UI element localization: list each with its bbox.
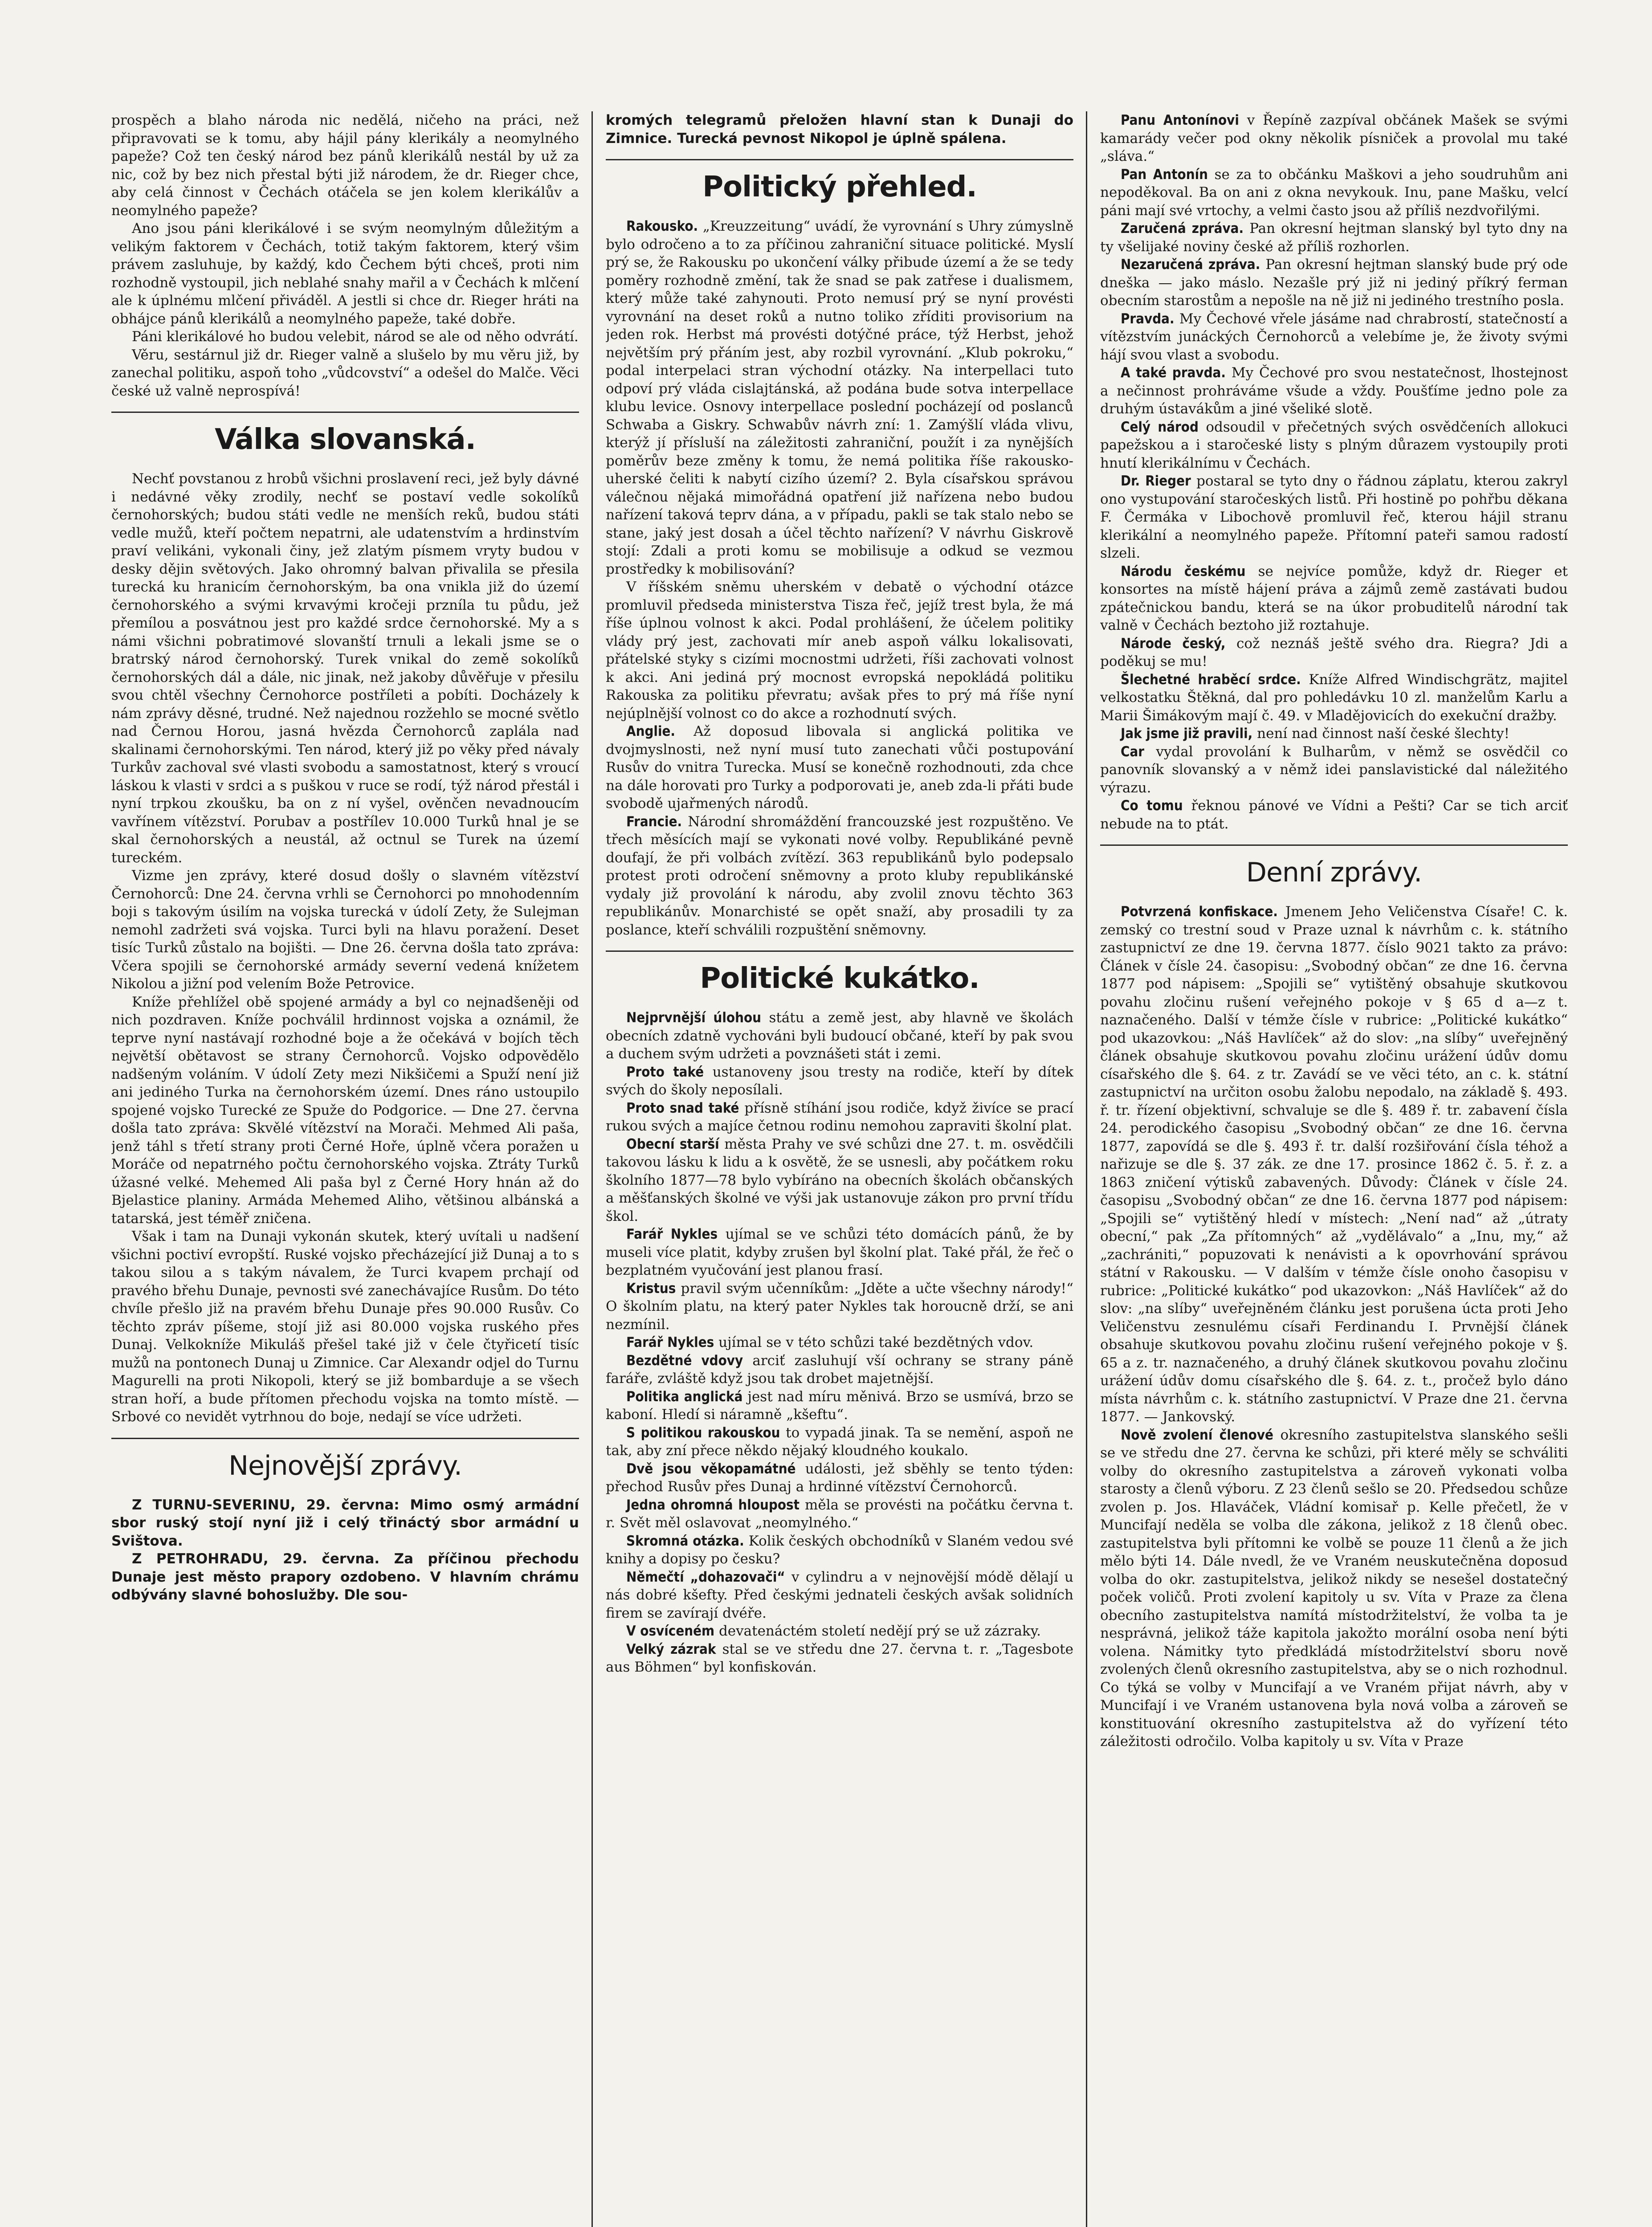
news-item <box>606 1424 1073 1460</box>
item-text: Pan okresní hejtman slanský bude prý ode dneška — jako máslo. Nezašle prý již ni jediný příkrý ferman obecním starostům a nepošle na ně již ni jediného trestního posla. <box>1100 257 1568 309</box>
item-text: ujímal se ve schůzi této domácích pánů, že by museli více platit, kdyby zrušen byl školní plat. Také přál, že řeč o bezplatném vyučování jest planou frasí. <box>606 1226 1073 1278</box>
news-item <box>1100 671 1568 725</box>
article-text: prospěch a blaho národa nic nedělá, ničeho na práci, než připravovati se k tomu, aby hájil pány klerikály a neomylného papeže? Což ten český národ bez pánů klerikálů nestál by už za nic, což by bez nich přestal býti již národem, že dr. Rieger chce, aby celá činnost v Čechách otáčela se jen kolem klerikálův a neomylného papeže? <box>111 112 579 219</box>
item-label: Rakousko. <box>626 218 698 234</box>
column-rule <box>591 111 593 2227</box>
item-label: Jak jsme již pravili, <box>1121 726 1253 742</box>
item-text: není nad činnost naší české šlechty! <box>1252 726 1510 742</box>
item-label: Pravda. <box>1121 310 1175 327</box>
section-divider <box>111 1438 579 1439</box>
item-label: Celý národ <box>1121 419 1199 435</box>
news-item <box>1100 563 1568 635</box>
article-text: Ano jsou páni klerikálové i se svým neomylným důležitým a velikým faktorem v Čechách, totiž takým faktorem, který všim právem zasluhuje, by každý, kdo Čechem býti chceš, proti nim rozhodně vystoupil, jich neblahé snahy mařil a v Čechách k mlčení ale k úplnému mlčení přiváděl. A jestli si chce dr. Rieger hráti na obhájce pánů klerikálů a neomylného papeže, také dobře. <box>111 220 579 327</box>
item-text: Jmenem Jeho Veličenstva Císaře! C. k. zemský co trestní soud v Praze uznal k návrhům c. k. státního zastupnictví ze dne 19. června 1877. číslo 9021 takto za právo: Článek v čísle 24. časopisu: „Svobodný občan“ ze dne 16. června 1877 pod nápisem: „Spojili se“ vytištěný obsahuje skutkovou povahu zločinu rušení veřejného pokoje v § 65 d a—z t. naznačeného. Další v témže čísle v rubrice: „Politické kukátko“ pod ukazovkou: „Náš Havlíček“ až do slov: „na slíby“ uveřejněný článek obsahuje skutkovou povahu zločinu urážení údův domu císařského dle §. 64. z tr. Zavádí se ve věci této, an c. k. státní zastupnictví na určiton osobu žalobu nepodalo, na základě §. 493. ř. tr. řízení objektivní, schvaluje se dle §. 489 ř. tr. zabavení čísla 24. perodického časopisu „Svobodný občan“ ze dne 16. června 1877, zapovídá se dle §. 493 ř. tr. další rozšiřování čísla téhož a nařizuje se dle §. 37 zák. ze dne 17. prosince 1862 č. 5. ř. z. a 1863 zničení výtisků zabavených. Důvody: Článek v čísle 24. časopisu „Svobodný občan“ ze dne 16. června 1877 pod nápisem: „Spojili se“ vytištěný hledí v místech: „Není nad“ až „útraty obecní,“ pak „Za přítomných“ až „vydělávalo“ a „Inu, my,“ až „zachrániti,“ popuzovati k nenávisti a k opovrhování správou státní v Rakousku. — V dalším v témže čísle onoho časopisu v rubrice: „Politické kukátko“ pod ukazovkon: „Náš Havlíček“ až do slov: „na slíby“ uveřejněném článku jest porušena úcta proti Jeho Veličenstvu zesnulému císaři Ferdinandu I. Prvnější článek obsahuje skutkovou povahu zločinu rušení veřejného pokoje v §. 65 a z. tr. naznačeného, a druhý článek skutkovou povahu zločinu urážení údův domu císařského dle §. 64. z. t., pročež bylo dáno místa návrhům c. k. státního zastupnictví. V Praze dne 21. června 1877. — Jankovský. <box>1100 904 1568 1425</box>
item-label: Jedna ohromná hloupost <box>626 1497 799 1513</box>
item-text: Národní shromáždění francouzské jest rozpuštěno. Ve třech měsících mají se vykonati nové volby. Republikáné pevně doufají, že při volbách zvítězí. 363 republikánů bylo podepsalo protest proti odročení sněmovny a proto kluby republikánské vydaly již provolání k národu, aby zvolil znovu těchto 363 republikánův. Monarchisté se opět snaží, aby prosadili ty za poslance, kteří schválili rozpuštění sněmovny. <box>606 813 1073 938</box>
item-text: My Čechové pro svou nestatečnost, lhostejnost a nečinnost prohráváme všude a vždy. Poušťíme jedno pole za druhým ústavákům a jiné všeliké slotě. <box>1100 365 1568 417</box>
item-text: odsoudil v přečetných svých osvědčeních allokuci papežskou a i staročeské listy s plným důrazem vystoupily proti hnutí klerikálnímu v Čechách. <box>1100 419 1568 471</box>
item-text: což neznáš ještě svého dra. Riegra? Jdi a poděkuj se mu! <box>1100 635 1568 669</box>
item-text: v Řepíně zazpíval občánek Mašek se svými kamarády večer pod okny několik písniček a provolal mu také „sláva.“ <box>1100 112 1568 164</box>
item-label: Skromná otázka. <box>626 1533 744 1549</box>
news-item <box>1100 1426 1568 1751</box>
item-text: řeknou pánové ve Vídni a Pešti? Car se tich arciť nebude na to ptát. <box>1100 798 1568 832</box>
news-item <box>1100 725 1568 743</box>
news-item <box>606 1280 1073 1334</box>
news-item <box>1100 111 1568 166</box>
item-label: Potvrzená konfiskace. <box>1121 904 1278 920</box>
news-item <box>606 1460 1073 1496</box>
item-label: Bezdětné vdovy <box>626 1352 743 1369</box>
item-label: Šlechetné hraběcí srdce. <box>1121 671 1301 688</box>
item-label: Národu českému <box>1121 563 1246 579</box>
article-text: Vizme jen zprávy, které dosud došly o slavném vítězství Černohorců: Dne 24. června vrhli se Černohorci po mnohodenním boji s takovým úsilím na vojska turecká v údolí Zety, že Sulejman nemohl zadržeti svá vojska. Turci byli na hlavu poražení. Deset tisíc Turků zůstalo na bojišti. — Dne 26. června došla tato zpráva: Včera spojili se černohorské armády severní vedená knížetem Nikolou a jižní pod velením Bože Petrovice. <box>111 868 579 992</box>
item-label: Proto snad také <box>626 1100 739 1116</box>
news-item <box>1100 472 1568 563</box>
section-heading: Denní zprávy. <box>1246 857 1422 888</box>
item-text: ujímal se v této schůzi také bezdětných vdov. <box>714 1334 1034 1350</box>
item-text: Kníže Alfred Windischgrätz, majitel velkostatku Štěkná, dal pro pohledávku 10 zl. manželům Karlu a Marii Šimákovým mají č. 49. v Mladějovicích do exekuční dražby. <box>1100 671 1568 724</box>
item-text: stal se ve středu dne 27. června t. r. „Tagesbote aus Böhmen“ byl konfiskován. <box>606 1641 1073 1675</box>
item-label: Pan Antonín <box>1121 166 1208 183</box>
item-label: Farář Nykles <box>626 1226 718 1242</box>
news-item <box>606 813 1073 939</box>
item-label: Francie. <box>626 813 682 830</box>
item-text: události, jež sběhly se tento týden: přechod Rusův přes Dunaj a hrdinné vítězství Černohorců. <box>606 1460 1073 1495</box>
section-heading: Nejnovější zprávy. <box>228 1450 462 1481</box>
column-3 <box>1100 111 1568 2227</box>
telegram-item: Z TURNU-SEVERINU, 29. června: Mimo osmý armádní sbor ruský stojí nyní již i celý třináctý sbor armádní u Svištova. <box>111 1497 579 1549</box>
item-text: se za to občánku Maškovi a jeho soudruhům ani nepoděkoval. Ba on ani z okna nevykouk. Inu, pane Mašku, velcí páni mají své vrtochy, a velmi často jsou až příliš nezdvořilými. <box>1100 166 1568 219</box>
column-rule <box>1086 111 1087 2227</box>
column-2 <box>606 111 1073 2227</box>
item-text: Kolik českých obchodníků v Slaném vedou své knihy a dopisy po česku? <box>606 1533 1073 1567</box>
item-label: Co tomu <box>1121 798 1183 814</box>
news-item <box>606 1352 1073 1388</box>
news-item <box>606 1225 1073 1280</box>
item-text: pravil svým učenníkům: „Jděte a učte všechny národy!“ O školním platu, na který pater Nykles tak horoucně drží, se ani nezmínil. <box>606 1280 1073 1333</box>
item-text: vydal provolání k Bulharům, v němž se osvědčil co panovník slovanský a v němž idei panslavistické dal náležitého výrazu. <box>1100 743 1568 796</box>
section-divider <box>1100 844 1568 846</box>
section-divider <box>606 159 1073 160</box>
item-text: v cylindru a v nejnovější módě dělají u nás dobré kšefty. Před českými jednateli českých avšak solidních firem se zavírají dvéře. <box>606 1569 1073 1621</box>
article-text: Nechť povstanou z hrobů všichni proslavení reci, jež byly dávné i nedávné věky zrodily, nechť se postaví vedle sokolíků černohorských; budou státi vedle ne menších reků, budou státi vedle mužů, kteří počtem nepatrni, ale udatenstvím a hrdinstvím praví velikáni, vykonali činy, jež zlatým písmem vryty budou v desky dějin světových. Jako ohromný balvan přivalila se přesila turecká ku hranicím černohorským, ba ona vnikla již do území černohorského a svými krvavými kročeji przníla tu půdu, jež přemílou a posvátnou jest pro každé srdce černohorské. My a s námi všichni pobratimové slovanští trnuli a lekali jsme se o bratrský národ černohorský. Turek vnikal do země sokolíků černohorských dál a dále, nic jinak, než jakoby důvěřuje v přesilu svou chtěl všechny Černohorce postříleti a pobíti. Docházely k nám zprávy děsné, trudné. Než najednou rozžehlo se mocné světlo nad Černou Horou, jasná hvězda Černohorců zaplála nad skalinami černohorskými. Ten národ, který již po věky před návaly Turkův zachoval své vlasti svobodu a samostatnost, který s vroucí láskou k vlasti v srdci a s puškou v ruce se rodí, týž národ přestál i nyní trpkou zkoušku, ba on z ní vyšel, ověnčen nevadnoucím vavřínem vítězství. Porubav a postřílev 10.000 Turků hnal je se skal černohorských a neustál, až octnul se Turek na území tureckém. <box>111 471 579 866</box>
article-text: Však i tam na Dunaji vykonán skutek, který uvítali u nadšení všichni poctiví evropští. Ruské vojsko přecházející již Dunaj a to s takou silou a s takým návalem, že Turci kvapem prchají od pravého břehu Dunaje, pevnosti své zanechávajíce Rusům. Do této chvíle přešlo již na pravém břehu Dunaje přes 90.000 Rusův. Co těchto zpráv píšeme, stojí již asi 80.000 vojska ruského přes Dunaj. Velkokníže Mikuláš přešel také již v čele čtyřicetí tisíc mužů na pontonech Dunaj u Zimnice. Car Alexandr odjel do Turnu Magurelli na proti Nikopoli, který se již bombarduje a se všech stran hoří, a bude přítomen přechodu vojska na tomto místě. — Srbové co nevidět vytrhnou do boje, nedají se více udržeti. <box>111 1228 579 1425</box>
item-label: Nezaručená zpráva. <box>1121 257 1260 273</box>
item-text: devatenáctém století nedějí prý se už zázraky. <box>714 1623 1041 1639</box>
news-item <box>606 217 1073 578</box>
item-label: Proto také <box>626 1064 704 1080</box>
news-item <box>606 1496 1073 1532</box>
news-item <box>606 1640 1073 1676</box>
item-label: Panu Antonínovi <box>1121 112 1239 128</box>
item-label: Obecní starší <box>626 1136 719 1152</box>
section-divider <box>606 950 1073 952</box>
item-label: Politika anglická <box>626 1388 743 1405</box>
news-item <box>1100 310 1568 364</box>
news-item <box>1100 635 1568 671</box>
news-item <box>1100 903 1568 1426</box>
section-heading: Politický přehled. <box>702 171 977 204</box>
item-label: V osvíceném <box>626 1623 715 1639</box>
news-item <box>606 1009 1073 1063</box>
item-label: Nejprvnější úlohou <box>626 1010 761 1026</box>
item-text: ustanoveny jsou tresty na rodiče, kteří by dítek svých do školy neposílali. <box>606 1064 1073 1098</box>
news-item <box>606 1099 1073 1135</box>
news-item <box>606 1532 1073 1568</box>
newspaper-page <box>111 111 1568 2227</box>
section-heading: Válka slovanská. <box>215 423 476 456</box>
section-heading: Politické kukátko. <box>700 962 979 995</box>
item-label: Němečtí „dohazovači“ <box>626 1569 785 1585</box>
item-text: Pan okresní hejtman slanský byl tyto dny na ty všelijaké noviny české až příliš rozhorlen. <box>1100 220 1568 255</box>
news-item <box>1100 418 1568 473</box>
article-text: Páni klerikálové ho budou velebit, národ se ale od něho odvrátí. <box>132 329 579 345</box>
item-label: Zaručená zpráva. <box>1121 220 1244 237</box>
article-text: Věru, sestárnul již dr. Rieger valně a slušelo by mu věru již, by zanechal politiku, aspoň toho „vůdcovství“ a odešel do Malče. Věci české už valně neprospívá! <box>111 347 579 399</box>
article-text: Kníže přehlížel obě spojené armády a byl co nejnadšeněji od nich pozdraven. Kníže pochválil hrdinnost vojska a oznámil, že teprve nyní nastávají rozhodné boje a že očekává v bojích těch největší obětavost se strany Černohorců. Vojsko odpovědělo nadšeným voláním. V údolí Zety mezi Nikšičemi a Spuží není již ani jediného Turka na černohorském území. Dnes ráno ustoupilo spojené vojsko Turecké ze Spuže do Podgorice. — Dne 27. června došla tato zpráva: Skvělé vítězství na Morači. Mehmed Ali paša, jenž táhl s třetí strany proti Černé Hoře, úplně včera poražen u Moráče od nepatrného počtu černohorského vojska. Ztráty Turků úžasné velké. Mehemed Ali paša byl z Černé Hory hnán až do Bjelastice planiny. Armáda Mehemed Aliho, většinou albánská a tatarská, jest téměř zničena. <box>111 994 579 1227</box>
news-item <box>1100 256 1568 310</box>
article-text: V říšském sněmu uherském v debatě o východní otázce promluvil předseda ministerstva Tisza řeč, jejíž trest byla, že má říše úplnou volnost k akci. Podal prohlášení, že účelem politiky vlády prý jest, zachovati mír aneb aspoň válku lokalisovati, přátelské styky s cizími mocnostmi udržeti, říši zachovati volnost k akci. Ani jediná prý mocnost evropská nepokládá politiku Rakouska za politiku převratu; avšak přes to prý má říše nyní nejúplnější volnost co do akce a rozhodnutí svých. <box>606 579 1073 722</box>
column-1 <box>111 111 579 2227</box>
item-label: Velký zázrak <box>626 1641 716 1657</box>
item-text: přísně stíhání jsou rodiče, když živíce se prací rukou svých a majíce četnou rodinu nemohou zapraviti školní plat. <box>606 1100 1073 1134</box>
item-text: My Čechové vřele jásáme nad chrabrostí, statečností a vítězstvím junáckých Černohorců a velebíme je, že životy svými hájí svou vlast a svobodu. <box>1100 310 1568 363</box>
item-text: jest nad míru měnivá. Brzo se usmívá, brzo se kaboní. Hledí si náramně „kšeftu“. <box>606 1388 1073 1423</box>
item-label: Kristus <box>626 1280 676 1297</box>
item-text: postaral se tyto dny o řádnou záplatu, kterou zakryl ono vystupování staročeských listů. Při hostině po pohřbu děkana F. Čermáka v Libochově promluvil řeč, kterou hájil stranu klerikální a neomylného papeže. Přítomní pateři samou radostí slzeli. <box>1100 473 1568 561</box>
news-item <box>606 1334 1073 1352</box>
item-label: Národe český, <box>1121 635 1226 652</box>
news-item <box>606 1135 1073 1226</box>
item-text: se nejvíce pomůže, když dr. Rieger et konsortes na místě hájení práva a zájmů země zastávati budou zpátečnickou bandu, která se na úkor probuditelů národní tak valně v Čechách beztoho již roztahuje. <box>1100 563 1568 633</box>
item-text: okresního zastupitelstva slanského sešli se ve středu dne 27. června ke schůzi, při které měly se schváliti volby do okresního zastupitelstva a zároveň vykonati volba starosty a členů výboru. Z 23 členů sešlo se 20. Předsedou schůze zvolen p. Jos. Hlaváček, Vládní komisař p. Kelle přečetl, že v Muncifají neděla se volba dle zákona, jelikož z 18 členů obec. zastupitelstva byli přítomni ke volbě se pouze 11 členů a že jich mělo býti 14. Dále nvedl, že ve Vraném neuskutečněna doposud volba do okr. zastupitelstva, jelikož nikdy se nesešel dostatečný poček voličů. Proti zvolení kapitoly u sv. Víta v Praze za člena obecního zastupitelstva namítá místodržitelství, že volba ta je nesprávná, jelikož táže kapitola jakožto morální osoba není býti volena. Námitky tyto předkládá místodržitelství sboru nově zvolených členů okresního zastupitelstva, aby se o nich rozhodnul. Co týká se volby v Muncifají a ve Vraném přijat návrh, aby v Muncifají i ve Vraném ustanovena byla nová volba a zároveň se konstituování okresního zastupitelstva až do vyřízení této záležitosti odročilo. Volba kapitoly u sv. Víta v Praze <box>1100 1427 1568 1750</box>
news-item <box>606 1063 1073 1099</box>
item-text: měla se provésti na počátku června t. r. Svět měl oslavovat „neomylného.“ <box>606 1497 1073 1531</box>
item-label: S politikou rakouskou <box>626 1424 780 1441</box>
item-text: to vypadá jinak. Ta se nemění, aspoň ne tak, aby zní přece někdo nějaký kloudného koukalo. <box>606 1424 1073 1459</box>
item-label: Farář Nykles <box>626 1334 714 1350</box>
item-label: Anglie. <box>626 723 676 739</box>
item-label: Nově zvolení členové <box>1121 1427 1273 1443</box>
section-divider <box>111 412 579 413</box>
item-text: Až doposud libovala si anglická politika ve dvojmyslnosti, než nyní musí tuto zanechati vůči postupování Rusův do vnitra Turecka. Musí se konečně rozhodnouti, zda chce na dále horovati pro Turky a podporovati je, aneb zda-li přáti bude svobodě ujařmených národů. <box>606 723 1073 812</box>
news-item <box>1100 797 1568 833</box>
news-item <box>606 1568 1073 1623</box>
news-item <box>606 1388 1073 1424</box>
item-label: Dr. Rieger <box>1121 473 1191 489</box>
news-item <box>1100 166 1568 220</box>
item-label: Dvě jsou věkopamátné <box>626 1460 796 1477</box>
news-item <box>1100 220 1568 256</box>
item-text: města Prahy ve své schůzi dne 27. t. m. osvědčili takovou lásku k lidu a k osvětě, že se usnesli, aby počátkem roku školního 1877—78 bylo vybíráno na obecních školách občanských a měšťanských školné ve výši jak ustanovuje zákon pro první třídu škol. <box>606 1136 1073 1224</box>
item-text: „Kreuzzeitung“ uvádí, že vyrovnání s Uhry zúmyslně bylo odročeno a to za příčinou zahraniční situace politické. Myslí prý se, že Rakousku po ukončení války přibude území a že se tedy poměry rozhodně změní, tak že snad se pak zatřese i dualismem, který může také zahynouti. Proto nemusí prý se nyní provésti vyrovnání na deset roků a nutno toliko zříditi provisorium na jeden rok. Herbst má provésti dotýčné práce, týž Herbst, jehož největším prý přáním jest, aby rozbil vyrovnání. „Klub pokroku,“ podal interpelaci stran východní otázky. Na interpellaci tuto odpoví prý vláda cislajtánská, až podána bude sotva interpellace klubu levice. Osnovy interpellace poslední pocházejí od poslanců Schwaba a Giskry. Schwabův návrh zní: 1. Zamýšlí vláda vlivu, kterýž jí přísluší na záležitosti zahraniční, použít i za nynějších poměrův beze změny k tomu, že nemá politika říše rakousko-uherské čeliti k nabytí cizího území? 2. Byla císařskou správou válečnou nějaká mimořádná opatření již nařízena nebo budou nařízení taková teprv dána, a v případu, pakli se tak stalo nebo se stane, jaký jest dosah a účel těchto nařízení? V návrhu Giskrově stojí: Zdali a proti komu se mobilisuje a odkud se vezmou prostředky k mobilisování? <box>606 218 1073 577</box>
item-label: A také pravda. <box>1121 365 1226 381</box>
telegram-item: Z PETROHRADU, 29. června. Za příčinou přechodu Dunaje jest město prapory ozdobeno. V hlavním chrámu odbývány slavné bohoslužby. Dle sou- <box>111 1551 579 1603</box>
news-item <box>606 1622 1073 1640</box>
item-text: státu a země jest, aby hlavně ve školách obecních zdatně vychováni byli budoucí občané, kteří by pak svou a duchem svým udržeti a povznášeti stát i zemi. <box>606 1010 1073 1062</box>
news-item <box>1100 743 1568 797</box>
news-item <box>606 722 1073 813</box>
item-label: Car <box>1121 743 1145 760</box>
telegram-continuation: kromých telegramů přeložen hlavní stan k Dunaji do Zimnice. Turecká pevnost Nikopol je úplně spálena. <box>606 112 1073 147</box>
news-item <box>1100 364 1568 418</box>
item-text: arciť zasluhují vší ochrany se strany páně faráře, zvláště když jsou tak drobet majetnější. <box>606 1352 1073 1387</box>
